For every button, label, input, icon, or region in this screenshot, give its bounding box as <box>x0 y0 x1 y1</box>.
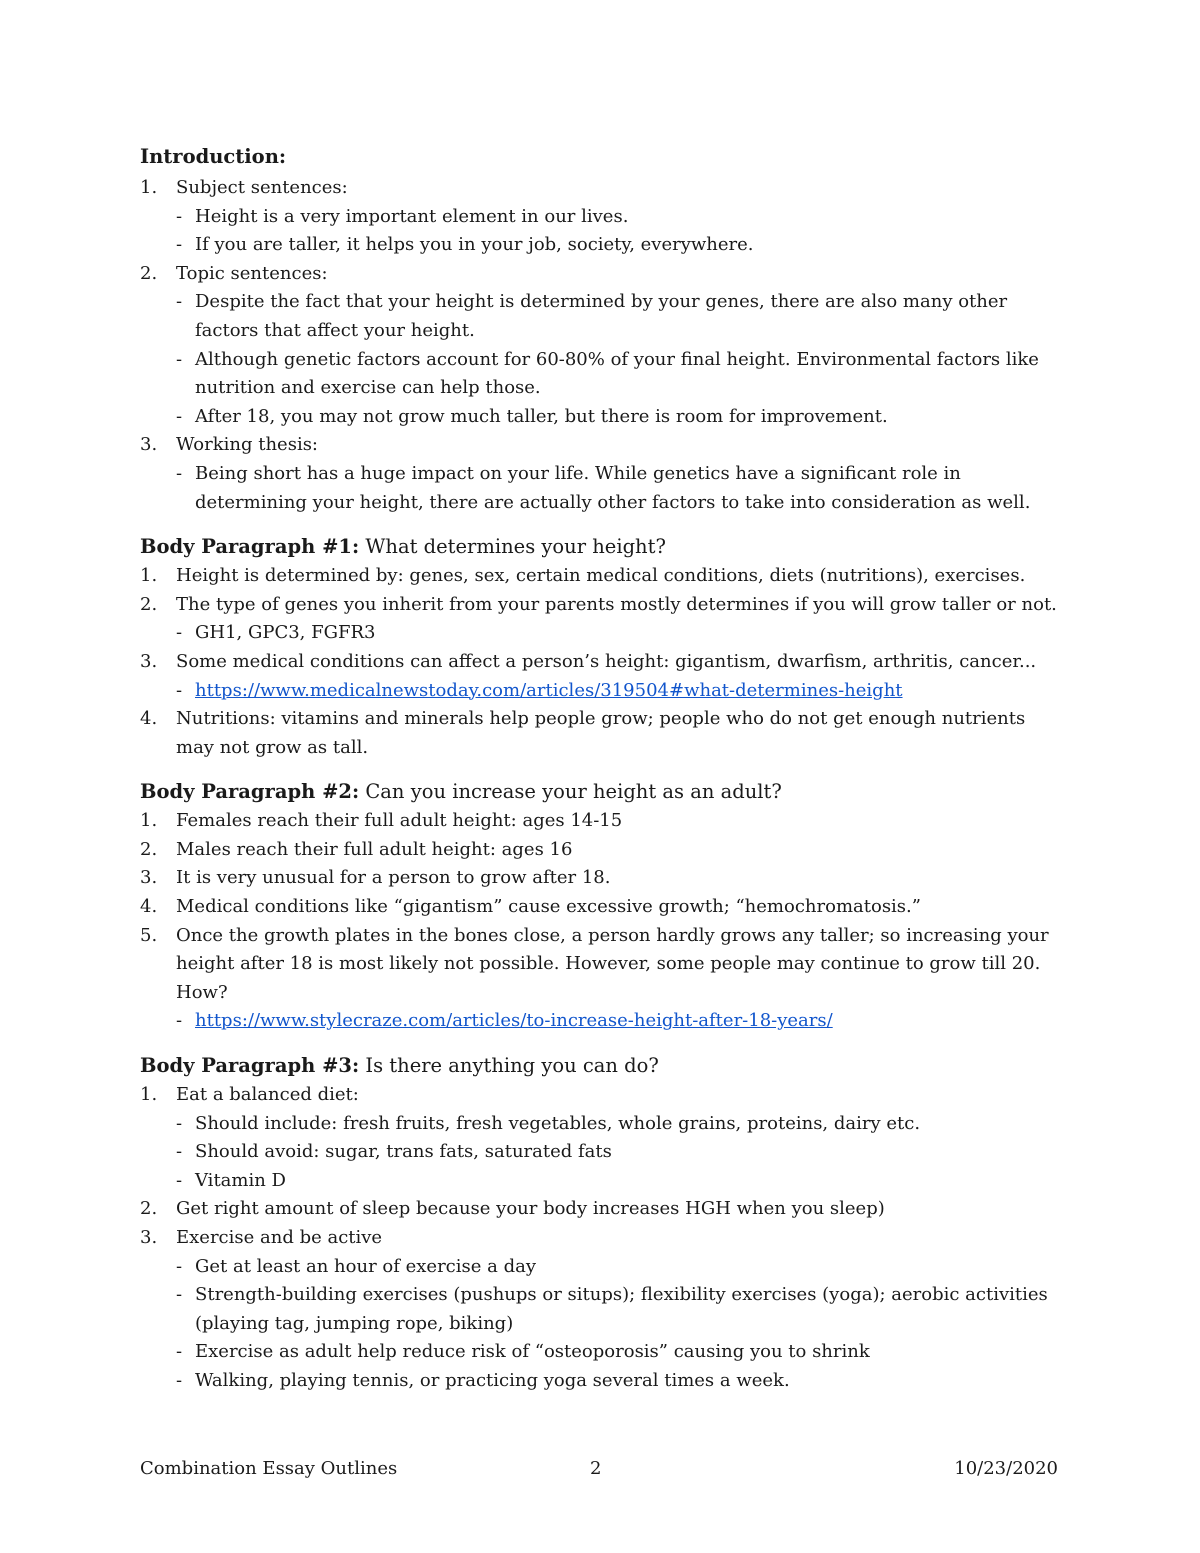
list-item: 3. It is very unusual for a person to grow after 18. <box>140 867 611 889</box>
page-footer <box>140 1455 1058 1483</box>
section-heading-body-2: Body Paragraph #2: Can you increase your height as an adult? <box>140 780 782 804</box>
list-item: 3. Exercise and be active <box>140 1227 383 1248</box>
sub-item: - https://www.stylecraze.com/articles/to-increase-height-after-18-years/ <box>176 1010 833 1032</box>
sub-item: - After 18, you may not grow much taller, but there is room for improvement. <box>176 405 888 427</box>
reference-link[interactable]: https://www.stylecraze.com/articles/to-increase-height-after-18-years/ <box>195 1010 833 1032</box>
sub-item: - Height is a very important element in our lives. <box>176 205 629 227</box>
list-item: 2. The type of genes you inherit from your parents mostly determines if you will grow taller or not. <box>140 593 1057 615</box>
sub-item: - Get at least an hour of exercise a day <box>176 1255 537 1277</box>
list-item: 5. Once the growth plates in the bones close, a person hardly grows any taller; so increasing your height after 18 is most likely not possible. However, some people may continue to grow till 20. How? <box>140 924 1049 1003</box>
sub-item: - Walking, playing tennis, or practicing yoga several times a week. <box>176 1369 790 1391</box>
list-item: 1. Females reach their full adult height: ages 14-15 <box>140 810 623 832</box>
sub-item: - Exercise as adult help reduce risk of “osteoporosis” causing you to shrink <box>176 1341 870 1363</box>
list-item: 3. Some medical conditions can affect a person’s height: gigantism, dwarfism, arthritis, cancer... <box>140 650 1037 672</box>
list-item: 2. Males reach their full adult height: ages 16 <box>140 838 573 860</box>
list-item: 3. Working thesis: <box>140 434 318 456</box>
sub-item: - GH1, GPC3, FGFR3 <box>176 622 376 644</box>
sub-item: - https://www.medicalnewstoday.com/articles/319504#what-determines-height <box>176 679 903 701</box>
list-item: 2. Topic sentences: <box>140 262 328 284</box>
section-heading-body-3: Body Paragraph #3: Is there anything you can do? <box>140 1054 659 1078</box>
footer-document-title: Combination Essay Outlines <box>140 1458 398 1479</box>
list-item: 4. Medical conditions like “gigantism” cause excessive growth; “hemochromatosis.” <box>140 896 921 918</box>
sub-item: - Strength-building exercises (pushups or situps); flexibility exercises (yoga); aerobic activities (playing tag, jumping rope, biking) <box>176 1284 1048 1334</box>
sub-item: - If you are taller, it helps you in your job, society, everywhere. <box>176 234 754 256</box>
sub-item: - Should include: fresh fruits, fresh vegetables, whole grains, proteins, dairy etc. <box>176 1112 921 1134</box>
footer-date: 10/23/2020 <box>954 1458 1058 1479</box>
list-item: 1. Subject sentences: <box>140 177 348 198</box>
list-item: 4. Nutritions: vitamins and minerals help people grow; people who do not get enough nutrients may not grow as tall. <box>140 708 1026 758</box>
sub-item: - Being short has a huge impact on your life. While genetics have a significant role in determining your height, there are actually other factors to take into consideration as well. <box>176 462 1031 513</box>
section-heading-body-1: Body Paragraph #1: What determines your height? <box>140 535 666 559</box>
list-item: 1. Eat a balanced diet: <box>140 1084 359 1106</box>
footer-page-number: 2 <box>590 1458 602 1479</box>
list-item: 2. Get right amount of sleep because your body increases HGH when you sleep) <box>140 1198 885 1220</box>
document-page <box>140 140 1060 1396</box>
intro-heading: Introduction: <box>140 145 287 168</box>
reference-link[interactable]: https://www.medicalnewstoday.com/articles/319504#what-determines-height <box>195 679 903 701</box>
sub-item: - Vitamin D <box>176 1169 286 1191</box>
sub-item: - Although genetic factors account for 60-80% of your final height. Environmental factors like nutrition and exercise can help those. <box>176 348 1039 399</box>
sub-item: - Should avoid: sugar, trans fats, saturated fats <box>176 1141 612 1163</box>
sub-item: - Despite the fact that your height is determined by your genes, there are also many other factors that affect your height. <box>176 291 1008 341</box>
list-item: 1. Height is determined by: genes, sex, certain medical conditions, diets (nutritions), exercises. <box>140 565 1026 587</box>
